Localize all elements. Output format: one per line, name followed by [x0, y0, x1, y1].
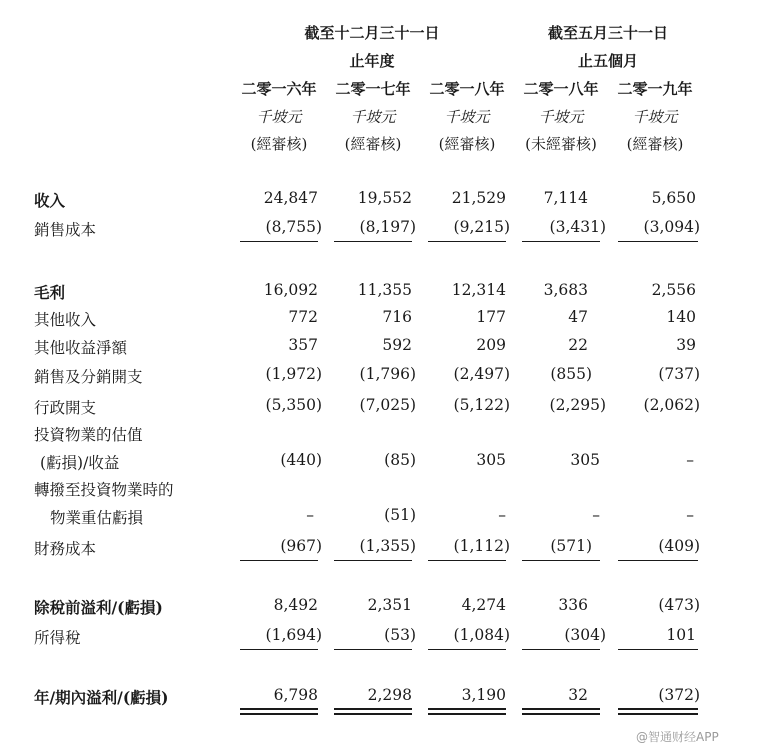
cell-value: 3,683 [543, 281, 588, 299]
total-double-rule [334, 708, 412, 715]
cell-value: – [686, 506, 694, 524]
cell-value: (5,350) [265, 396, 322, 414]
subtotal-rule [428, 241, 506, 242]
cell-value: 39 [676, 336, 696, 354]
subtotal-rule [618, 241, 698, 242]
cell-value: (1,355) [359, 537, 416, 555]
column-unit: 千坡元 [256, 108, 302, 126]
cell-value: (855) [550, 365, 592, 383]
cell-value: (571) [550, 537, 592, 555]
column-year: 二零一八年 [523, 80, 599, 98]
cell-value: 209 [476, 336, 506, 354]
cell-value: (8,755) [265, 218, 322, 236]
subtotal-rule [428, 560, 506, 561]
cell-value: – [592, 506, 600, 524]
cell-value: 101 [666, 626, 696, 644]
subtotal-rule [522, 560, 600, 561]
column-unit: 千坡元 [444, 108, 490, 126]
subtotal-rule [240, 560, 318, 561]
cell-value: (440) [280, 451, 322, 469]
header-group2-line2: 止五個月 [577, 52, 638, 70]
row-label-administrative-expenses: 行政開支 [34, 399, 97, 417]
column-year: 二零一九年 [617, 80, 693, 98]
cell-value: 7,114 [543, 189, 588, 207]
header-group1-line1: 截至十二月三十一日 [304, 24, 440, 42]
row-label-revenue: 收入 [34, 191, 66, 210]
total-double-rule [428, 708, 506, 715]
column-audit-status: (未經審核) [525, 135, 597, 153]
cell-value: 177 [476, 308, 506, 326]
cell-value: (372) [658, 686, 700, 704]
cell-value: 5,650 [651, 189, 696, 207]
column-year: 二零一六年 [241, 80, 317, 98]
cell-value: 305 [570, 451, 600, 469]
cell-value: (51) [384, 506, 416, 524]
cell-value: 16,092 [263, 281, 318, 299]
cell-value: – [686, 451, 694, 469]
cell-value: (967) [280, 537, 322, 555]
row-label-investment-property-valuation: 投資物業的估值 [34, 426, 143, 444]
row-label-other-gains-net: 其他收益淨額 [34, 339, 128, 357]
cell-value: 19,552 [357, 189, 412, 207]
row-label-cost-of-sales: 銷售成本 [34, 221, 97, 239]
subtotal-rule [618, 560, 698, 561]
cell-value: 140 [666, 308, 696, 326]
subtotal-rule [522, 649, 600, 650]
subtotal-rule [240, 241, 318, 242]
cell-value: 336 [558, 596, 588, 614]
row-label-profit-for-the-period: 年/期內溢利/(虧損) [34, 688, 169, 707]
column-year: 二零一七年 [335, 80, 411, 98]
cell-value: (1,796) [359, 365, 416, 383]
column-audit-status: (經審核) [438, 135, 496, 153]
subtotal-rule [334, 649, 412, 650]
cell-value: (304) [564, 626, 606, 644]
cell-value: 357 [288, 336, 318, 354]
row-label-profit-before-tax: 除稅前溢利/(虧損) [34, 598, 163, 617]
subtotal-rule [334, 560, 412, 561]
cell-value: (1,084) [453, 626, 510, 644]
cell-value: (3,431) [549, 218, 606, 236]
cell-value: 2,298 [367, 686, 412, 704]
cell-value: (737) [658, 365, 700, 383]
header-group2-line1: 截至五月三十一日 [547, 24, 668, 42]
cell-value: – [306, 506, 314, 524]
cell-value: 22 [568, 336, 588, 354]
watermark: @智通财经APP [636, 730, 719, 744]
cell-value: 21,529 [451, 189, 506, 207]
row-label-loss-gain: (虧損)/收益 [40, 454, 120, 472]
total-double-rule [240, 708, 318, 715]
row-label-revaluation-loss: 物業重估虧損 [50, 509, 144, 527]
cell-value: (2,497) [453, 365, 510, 383]
row-label-other-income: 其他收入 [34, 311, 97, 329]
cell-value: (1,112) [453, 537, 510, 555]
column-audit-status: (經審核) [250, 135, 308, 153]
cell-value: 3,190 [461, 686, 506, 704]
subtotal-rule [240, 649, 318, 650]
cell-value: (1,972) [265, 365, 322, 383]
cell-value: 4,274 [461, 596, 506, 614]
subtotal-rule [334, 241, 412, 242]
cell-value: 305 [476, 451, 506, 469]
subtotal-rule [428, 649, 506, 650]
cell-value: 2,351 [367, 596, 412, 614]
cell-value: 12,314 [451, 281, 506, 299]
cell-value: 772 [288, 308, 318, 326]
row-label-selling-distribution-expenses: 銷售及分銷開支 [34, 368, 143, 386]
subtotal-rule [618, 649, 698, 650]
cell-value: 716 [382, 308, 412, 326]
column-unit: 千坡元 [538, 108, 584, 126]
cell-value: (2,062) [643, 396, 700, 414]
cell-value: (409) [658, 537, 700, 555]
subtotal-rule [522, 241, 600, 242]
row-label-gross-profit: 毛利 [34, 283, 66, 302]
cell-value: (9,215) [453, 218, 510, 236]
cell-value: – [498, 506, 506, 524]
cell-value: 2,556 [651, 281, 696, 299]
column-year: 二零一八年 [429, 80, 505, 98]
column-unit: 千坡元 [632, 108, 678, 126]
cell-value: 8,492 [273, 596, 318, 614]
cell-value: 32 [568, 686, 588, 704]
cell-value: (2,295) [549, 396, 606, 414]
cell-value: (5,122) [453, 396, 510, 414]
cell-value: (8,197) [359, 218, 416, 236]
column-unit: 千坡元 [350, 108, 396, 126]
cell-value: (7,025) [359, 396, 416, 414]
cell-value: (85) [384, 451, 416, 469]
cell-value: (1,694) [265, 626, 322, 644]
cell-value: 6,798 [273, 686, 318, 704]
cell-value: 11,355 [357, 281, 412, 299]
cell-value: 592 [382, 336, 412, 354]
column-audit-status: (經審核) [626, 135, 684, 153]
cell-value: (3,094) [643, 218, 700, 236]
cell-value: 24,847 [263, 189, 318, 207]
column-audit-status: (經審核) [344, 135, 402, 153]
cell-value: (53) [384, 626, 416, 644]
header-group1-line2: 止年度 [349, 52, 395, 70]
total-double-rule [618, 708, 698, 715]
cell-value: (473) [658, 596, 700, 614]
total-double-rule [522, 708, 600, 715]
cell-value: 47 [568, 308, 588, 326]
row-label-finance-costs: 財務成本 [34, 540, 97, 558]
row-label-income-tax: 所得稅 [34, 629, 81, 647]
row-label-transfer-to-investment-property: 轉撥至投資物業時的 [34, 481, 174, 499]
